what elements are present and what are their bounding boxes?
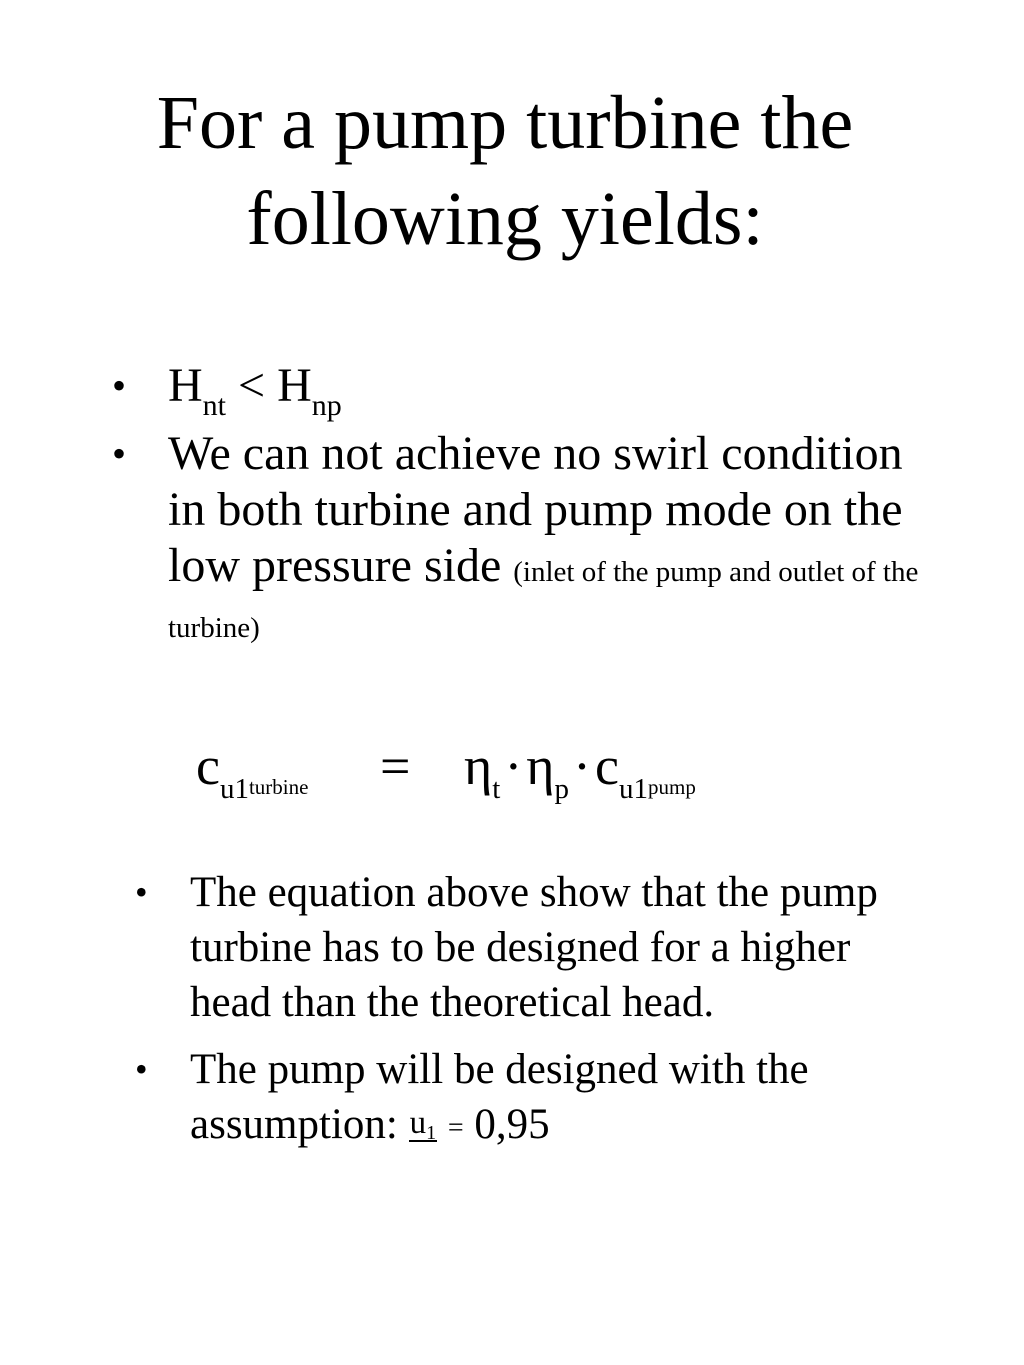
multiply-dot-1: · bbox=[504, 736, 523, 796]
lhs-subsubscript: turbine bbox=[248, 775, 309, 799]
lhs-symbol: c bbox=[196, 736, 220, 796]
numerator-symbol: u bbox=[409, 1104, 427, 1141]
head-turbine-symbol: H bbox=[168, 359, 203, 412]
bullet-dot: • bbox=[112, 431, 127, 476]
top-bullet-list bbox=[112, 358, 932, 650]
bullet-dot: • bbox=[112, 363, 127, 408]
eta-pump-subscript: p bbox=[554, 773, 570, 805]
rhs-subsubscript: pump bbox=[648, 775, 696, 799]
slide-title bbox=[0, 75, 1010, 267]
lhs-subscript: u1 bbox=[219, 773, 249, 805]
equation-rhs bbox=[464, 735, 696, 805]
fraction-numerator bbox=[409, 1104, 438, 1144]
head-pump-symbol: H bbox=[277, 359, 312, 412]
eta-turbine-symbol: η bbox=[464, 736, 493, 796]
title-line-2: following yields: bbox=[246, 177, 764, 261]
title-line-1: For a pump turbine the bbox=[156, 81, 854, 165]
design-head-text: The equation above show that the pump turbine has to be designed for a higher head than the theoretical head. bbox=[190, 869, 878, 1026]
equation-lhs bbox=[196, 735, 309, 805]
head-turbine-subscript: nt bbox=[202, 389, 227, 422]
bullet-dot: • bbox=[135, 1049, 148, 1089]
numerator-subscript: 1 bbox=[426, 1121, 437, 1144]
assumption-value: 0,95 bbox=[463, 1101, 550, 1148]
assumption-text: The pump will be designed with the assumption: bbox=[190, 1046, 809, 1148]
head-pump-subscript: np bbox=[311, 389, 342, 422]
rhs-symbol: c bbox=[595, 736, 619, 796]
bullet-swirl-condition bbox=[112, 426, 932, 650]
swirl-condition-note: (inlet of the pump and outlet of the turbine) bbox=[168, 556, 919, 644]
less-than-operator: < bbox=[226, 359, 278, 412]
assumption-fraction bbox=[409, 1104, 438, 1144]
eta-turbine-subscript: t bbox=[492, 773, 501, 805]
bullet-pump-assumption bbox=[135, 1042, 935, 1156]
equals-sign: = bbox=[380, 736, 411, 796]
multiply-dot-2: · bbox=[573, 736, 592, 796]
bullet-design-head bbox=[135, 865, 935, 1030]
bullet-dot: • bbox=[135, 872, 148, 912]
bullet-head-comparison bbox=[112, 358, 932, 422]
bottom-bullet-list bbox=[135, 865, 935, 1156]
assumption-equals: = bbox=[447, 1112, 464, 1144]
rhs-subscript: u1 bbox=[619, 773, 648, 805]
swirl-condition-text: We can not achieve no swirl condition in both turbine and pump mode on the low pressure side bbox=[168, 427, 903, 592]
eta-pump-symbol: η bbox=[526, 736, 555, 796]
